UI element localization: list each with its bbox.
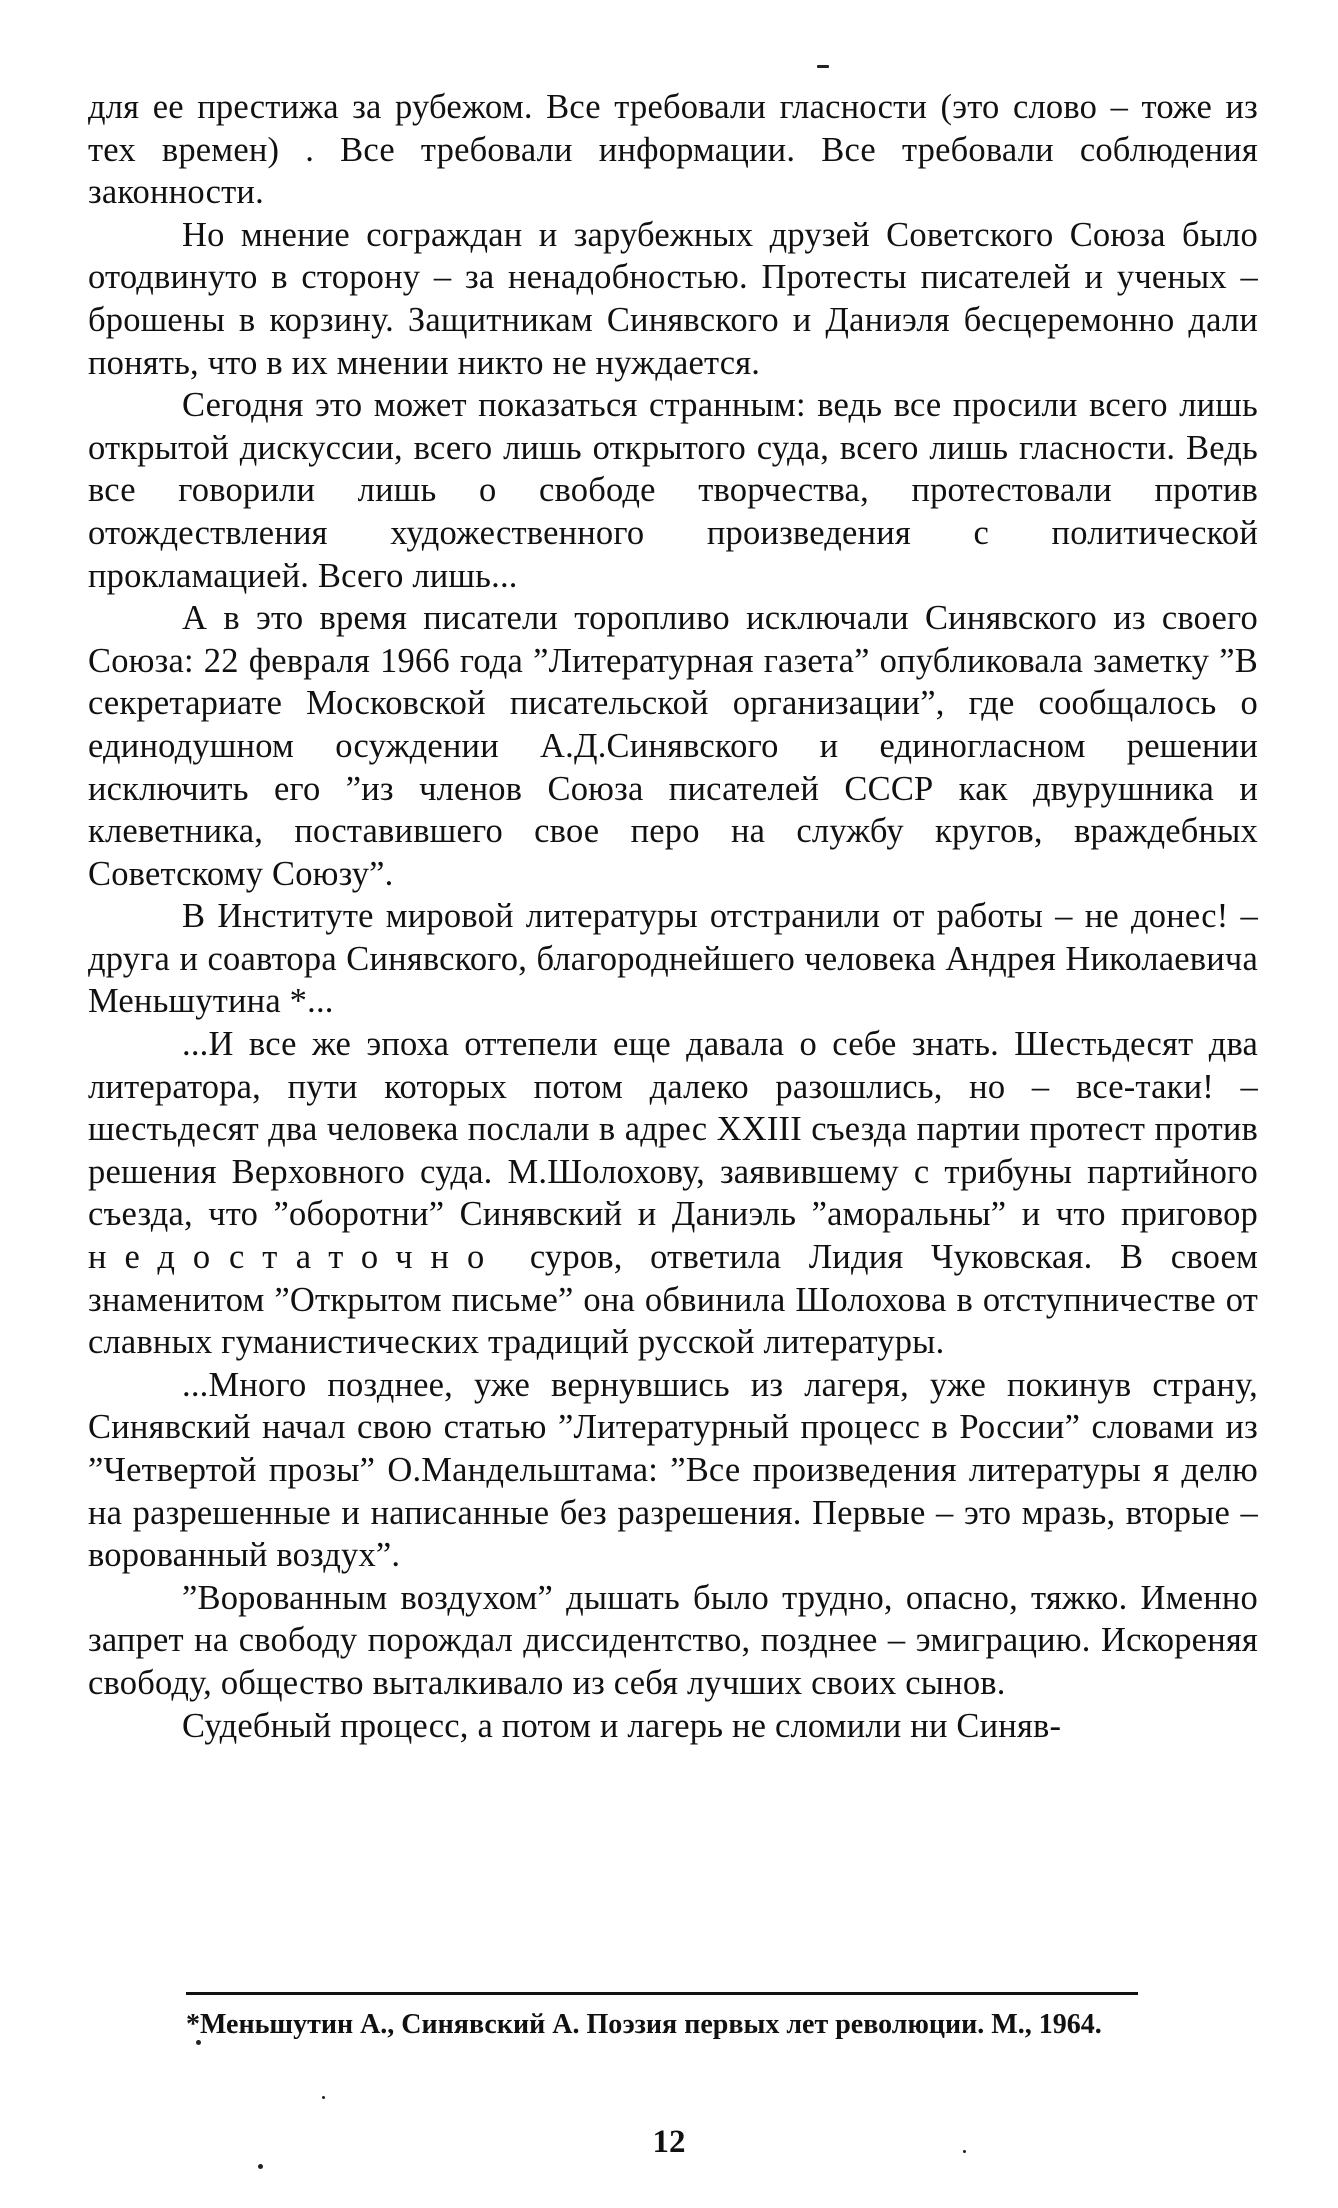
paragraph-opinion-ignored: Но мнение сограждан и зарубежных друзей Советского Союза было отодвинуто в сторону – за ненадобностью. Протесты писателей и ученых – брошены в корзину. Защитникам Синявского и Даниэля бесцеремонно дали понять, что в их мнении никто не нуждается. [88,215,1258,382]
print-speck [817,65,829,68]
thaw-text-end: суров, ответила Лидия Чуковская. В своем знаменитом ”Открытом письме” она обвинила Шолохова в отступничестве от славных гуманистических традиций русской литературы. [88,1238,1258,1362]
footnote: *Меньшутин А., Синявский А. Поэзия первых лет революции. М., 1964. [186,2009,1102,2040]
paragraph-continued: для ее престижа за рубежом. Все требовали гласности (это слово – тоже из тех времен) . Все требовали информации. Все требовали соблюдения законности. [88,88,1258,212]
page-number: 12 [652,2124,686,2160]
print-speck [322,2096,325,2099]
paragraph-mandelstam: ...Много позднее, уже вернувшись из лагеря, уже покинув страну, Синявский начал свою статью ”Литературный процесс в России” словами из ”Четвертой прозы” О.Мандельштама: ”Все произведения литературы я делю на разрешенные и написанные без разрешения. Первые – это мразь, вторые – ворованный воздух”. [88,1365,1258,1575]
paragraph-stolen-air: ”Ворованным воздухом” дышать было трудно, опасно, тяжко. Именно запрет на свободу порождал диссидентство, позднее – эмиграцию. Искореняя свободу, общество выталкивало из себя лучших своих сынов. [88,1578,1258,1702]
print-speck [963,2150,966,2153]
thaw-text-start: ...И все же эпоха оттепели еще давала о себе знать. Шестьдесят два литератора, пути которых потом далеко разошлись, но – все-таки! – шестьдесят два человека послали в адрес XXIII съезда партии протест против решения Верховного суда. М.Шолохову, заявившему с трибуны партийного съезда, что ”оборотни” Синявский и Даниэль ”аморальны” и что приговор [88,1025,1258,1234]
main-text [88,86,1258,1747]
print-speck [196,2040,201,2045]
paragraph-expulsion: А в это время писатели торопливо исключали Синявского из своего Союза: 22 февраля 1966 года ”Литературная газета” опубликовала заметку ”В секретариате Московской писательской организации”, где сообщалось о единодушном осуждении А.Д.Синявского и единогласном решении исключить его ”из членов Союза писателей СССР как двурушника и клеветника, поставившего свое перо на службу кругов, враждебных Советскому Союзу”. [88,599,1258,893]
page-body [88,86,1258,1747]
paragraph-thaw [88,1023,1258,1364]
paragraph-strange-today: Сегодня это может показаться странным: ведь все просили всего лишь открытой дискуссии, всего лишь открытого суда, всего лишь гласности. Ведь все говорили лишь о свободе творчества, протестовали против отождествления художественного произведения с политической прокламацией. Всего лишь... [88,386,1258,595]
paragraph-trial: Судебный процесс, а потом и лагерь не сломили ни Синяв- [182,1706,1062,1745]
print-speck [258,2164,263,2169]
footnote-rule [186,1992,1138,1995]
spaced-emphasis: недостаточно [88,1238,503,1277]
paragraph-institute: В Институте мировой литературы отстранили от работы – не донес! – друга и соавтора Синявского, благороднейшего человека Андрея Николаевича Меньшутина *... [88,897,1258,1021]
